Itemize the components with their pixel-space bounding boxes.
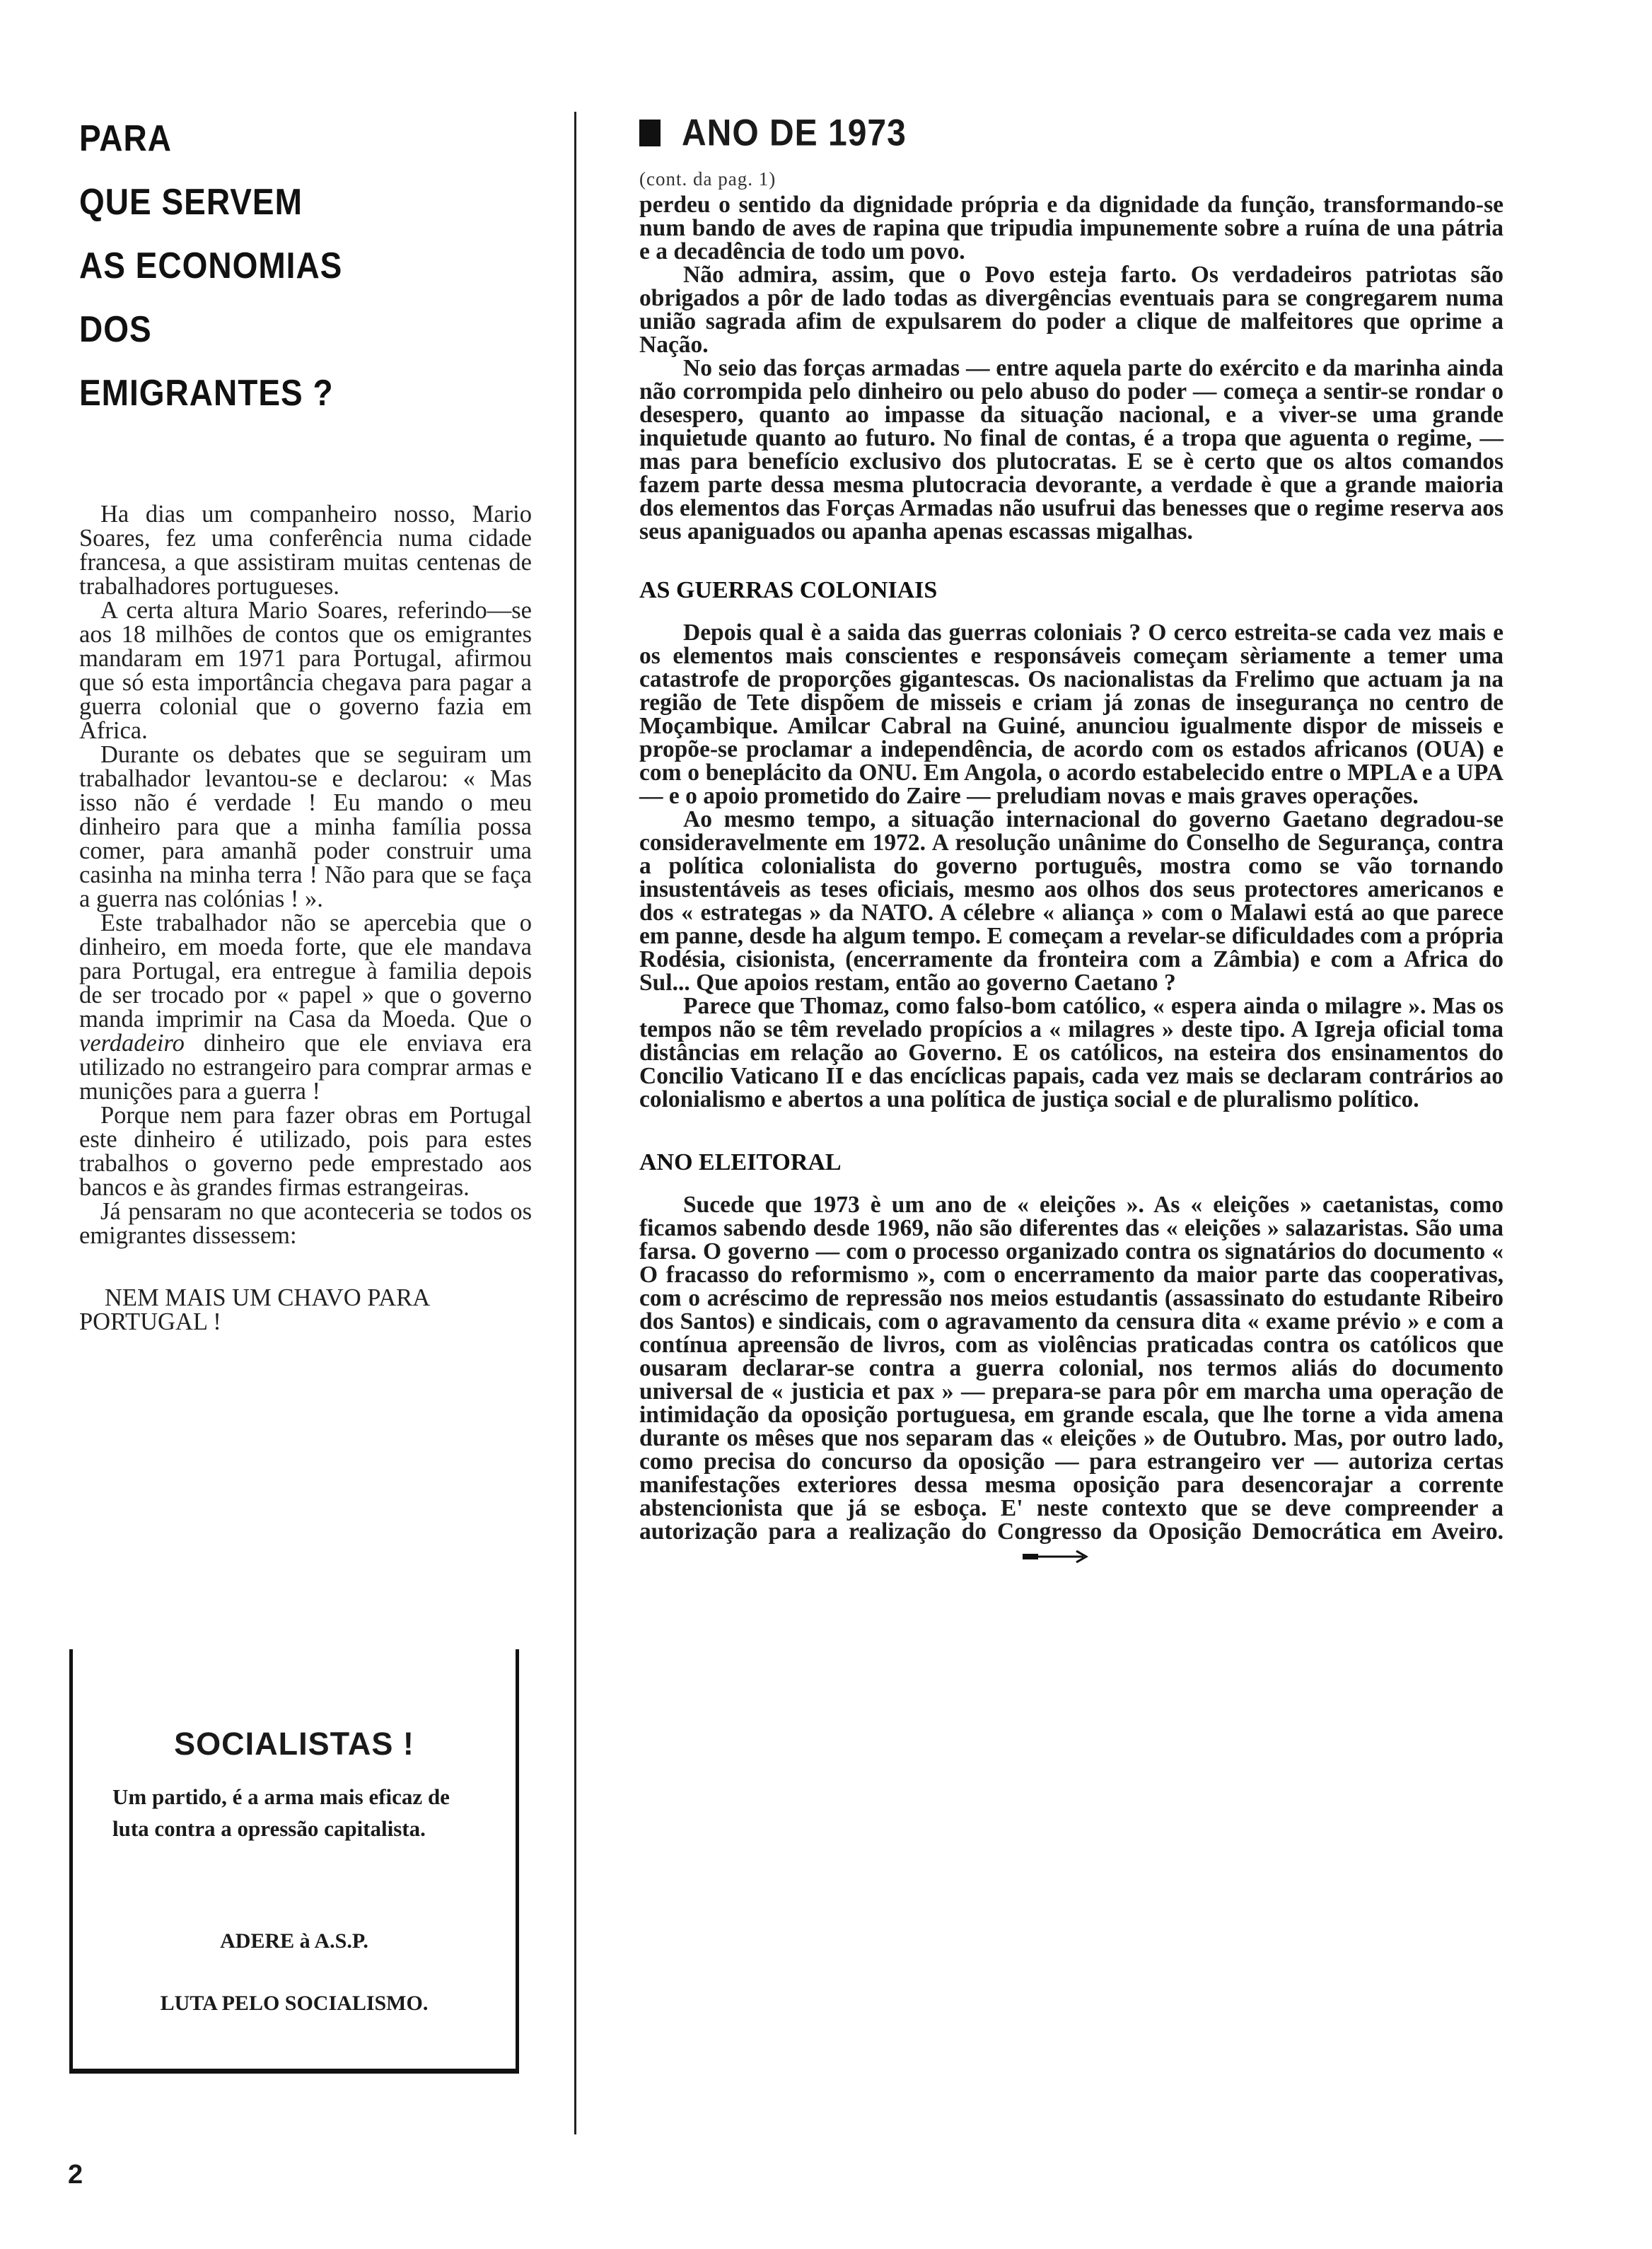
- section-heading: ANO ELEITORAL: [639, 1149, 842, 1175]
- right-column: [639, 106, 1503, 1569]
- square-bullet-icon: [639, 120, 661, 146]
- paragraph: [79, 911, 532, 1103]
- paragraph: No seio das forças armadas — entre aquela parte do exército e da marinha ainda não corrompida pelo dinheiro ou pelo abuso do poder — começa a sentir-se rondar o desespero, quanto ao impasse da situação nacional, e a viver-se uma grande inquietude quanto ao futuro. No final de contas, é a tropa que aguenta o regime, — mas para benefício exclusivo dos plutocratas. E se è certo que os altos comandos fazem parte dessa mesma plutocracia devorante, a verdade è que a grande maioria dos elementos das Forças Armadas não usufrui das benesses que o regime reserva aos seus apaniguados ou apanha apenas escassas migalhas.: [639, 355, 1503, 545]
- paragraph: A certa altura Mario Soares, referindo—se aos 18 milhões de contos que os emigrantes mandaram em 1971 para Portugal, afirmou que só esta importância chegava para pagar a guerra colonial que o governo fazia em Africa.: [79, 597, 532, 744]
- paragraph: Não admira, assim, que o Povo esteja farto. Os verdadeiros patriotas são obrigados a pôr de lado todas as divergências eventuais para se congregarem numa união sagrada afim de expulsarem do poder a clique de malfeitores que oprime a Nação.: [639, 262, 1503, 358]
- page-number: 2: [68, 2160, 83, 2190]
- paragraph: [639, 1193, 1503, 1569]
- paragraph: Parece que Thomaz, como falso-bom católico, « espera ainda o milagre ». Mas os tempos não se têm revelado propícios a « milagres » deste tipo. A Igreja oficial toma distâncias em relação ao Governo. E os católicos, na esteira dos ensinamentos do Concilio Vaticano II e das encíclicas papais, cada vez mais se declaram contrários ao colonialismo e abertos a una política de justiça social e de pluralismo político.: [639, 993, 1503, 1112]
- paragraph: Depois qual è a saida das guerras coloniais ? O cerco estreita-se cada vez mais e os elementos mais conscientes e responsáveis começam sèriamente a temer uma catastrofe de proporções gigantescas. Os nacionalistas da Frelimo que actuam ja na região de Tete dispõem de misseis e criam já zonas de insegurança no centro de Moçambique. Amilcar Cabral na Guiné, anunciou igualmente dispor de misseis e propõe-se proclamar a independência, de acordo com os estados africanos (OUA) e com o beneplácito da ONU. Em Angola, o acordo estabelecido entre o MPLA e a UPA — e o apoio prometido do Zaire — preludiam novas e mais graves operações.: [639, 620, 1503, 809]
- left-column: [79, 106, 532, 1334]
- title-line: DOS: [79, 308, 152, 350]
- paragraph-text: Este trabalhador não se apercebia que o dinheiro, em moeda forte, que ele mandava para Portugal, era entregue à familia depois de ser trocado por « papel » que o governo manda imprimir na Casa da Moeda. Que o: [79, 910, 532, 1033]
- left-article-title: [79, 106, 532, 424]
- right-article-title: ANO DE 1973: [682, 112, 907, 154]
- closing-slogan: NEM MAIS UM CHAVO PARA PORTUGAL !: [79, 1284, 429, 1335]
- continuation-note: (cont. da pag. 1): [639, 168, 776, 190]
- title-line: PARA: [79, 117, 172, 159]
- title-line: AS ECONOMIAS: [79, 244, 343, 286]
- box-slogan: LUTA PELO SOCIALISMO.: [160, 1992, 429, 2015]
- box-call-to-action: ADERE à A.S.P.: [220, 1929, 368, 1953]
- box-title: SOCIALISTAS !: [174, 1726, 414, 1762]
- socialistas-box: [69, 1649, 519, 2074]
- left-article-body: [79, 502, 532, 1334]
- box-body: Um partido, é a arma mais eficaz de luta contra a opressão capitalista.: [112, 1784, 450, 1841]
- paragraph: perdeu o sentido da dignidade própria e da dignidade da função, transformando-se num bando de aves de rapina que tripudia impunemente sobre a ruína de una pátria e a decadência de todo um povo.: [639, 192, 1503, 265]
- paragraph: Porque nem para fazer obras em Portugal este dinheiro é utilizado, pois para estes trabalhos o governo pede emprestado aos bancos e às grandes firmas estrangeiras.: [79, 1102, 532, 1201]
- right-article-header: [639, 106, 1503, 160]
- emphasis-word: verdadeiro: [79, 1030, 185, 1057]
- section-heading: AS GUERRAS COLONIAIS: [639, 577, 938, 603]
- continue-arrow-icon: [979, 1545, 1090, 1569]
- paragraph: Ha dias um companheiro nosso, Mario Soares, fez uma conferência numa cidade francesa, a que assistiram muitas centenas de trabalhadores portugueses.: [79, 501, 532, 600]
- column-divider: [574, 112, 576, 2134]
- paragraph: Durante os debates que se seguiram um trabalhador levantou-se e declarou: « Mas isso não é verdade ! Eu mando o meu dinheiro para que a minha família possa comer, para amanhã poder construir uma casinha na minha terra ! Não para que se faça a guerra nas colónias ! ».: [79, 741, 532, 912]
- paragraph: Ao mesmo tempo, a situação internacional do governo Gaetano degradou-se consideravelmente em 1972. A resolução unânime do Conselho de Segurança, contra a política colonialista do governo português, mostra como se vão tornando insustentáveis as teses oficiais, mesmo aos olhos dos seus protectores americanos e dos « estrategas » da NATO. A célebre « aliança » com o Malawi está ao que parece em panne, desde ha algum tempo. E começam a revelar-se dificuldades com a própria Rodésia, cisionista, (encerramente da fronteira com a Zâmbia) e com a Africa do Sul... Que apoios restam, então ao governo Caetano ?: [639, 806, 1503, 996]
- title-line: QUE SERVEM: [79, 180, 303, 223]
- paragraph-text: dinheiro que ele enviava era utilizado no estrangeiro para comprar armas e munições para a guerra !: [79, 1030, 532, 1105]
- paragraph: Já pensaram no que aconteceria se todos os emigrantes dissessem:: [79, 1198, 532, 1249]
- title-line: EMIGRANTES ?: [79, 371, 334, 414]
- paragraph-text: Sucede que 1973 è um ano de « eleições ». As « eleições » caetanistas, como ficamos sabendo desde 1969, não são diferentes das « eleições » salazaristas. São uma farsa. O governo — com o processo organizado contra os signatários do documento « O fracasso do reformismo », com o encerramento da maior parte das cooperativas, com o acréscimo de repressão nos meios estudantis (assassinato do estudante Ribeiro dos Santos) e sindicais, com o agravamento da censura dita « exame prévio » e com a contínua apreensão de livros, com as violências praticadas contra os católicos que ousaram declarar-se contra a guerra colonial, nos termos aliás do documento universal de « justicia et pax » — prepara-se para pôr em marcha uma operação de intimidação da oposição portuguesa, em grande escala, que lhe torne a vida amena durante os mêses que nos separam das « eleições » de Outubro. Mas, por outro lado, como precisa do concurso da oposição — para estrangeiro ver — autoriza certas manifestações exteriores dessa mesma oposição para desencorajar a corrente abstencionista que já se esboça. E' neste contexto que se deve compreender a autorização para a realização do Congresso da Oposição Democrática em Aveiro.: [639, 1192, 1503, 1545]
